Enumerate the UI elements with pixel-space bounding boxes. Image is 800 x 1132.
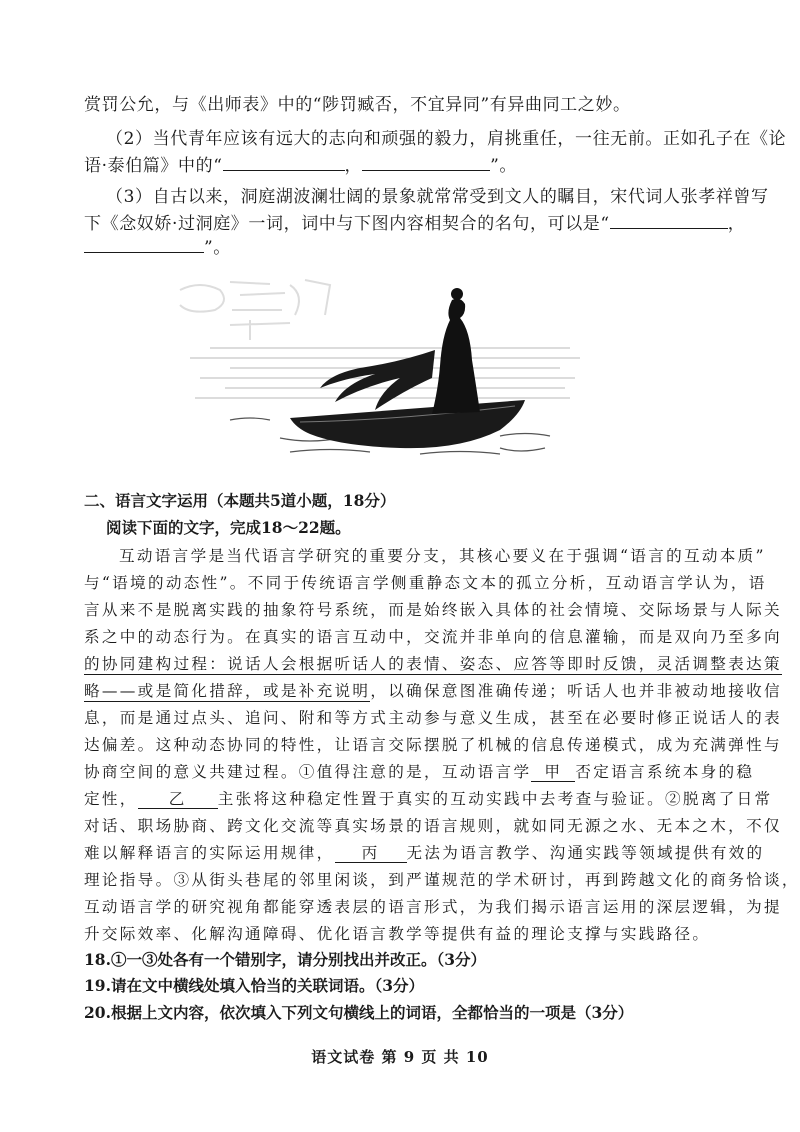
- passage-line-10-end: 主张将这种稳定性置于真实的互动实践中去考查与验证。②脱离了日常: [217, 790, 773, 808]
- question-2-text-start: 语·泰伯篇》中的“: [84, 156, 223, 176]
- section-2-heading: 二、语言文字运用（本题共5道小题，18分）: [84, 491, 396, 510]
- passage-line-12-end: 无法为语言教学、沟通实践等领域提供有效的: [406, 844, 765, 862]
- passage-line-9-end: 否定语言系统本身的稳: [575, 763, 755, 781]
- passage-line-3: 言从来不是脱离实践的抽象符号系统，而是始终嵌入具体的社会情境、交际场景与人际关: [84, 601, 782, 619]
- passage-line-9: [84, 760, 754, 782]
- passage-line-13: 理论指导。③从街头巷尾的邻里闲谈，到严谨规范的学术研讨，再到跨越文化的商务恰谈，: [84, 871, 800, 889]
- blank-jia[interactable]: 甲: [531, 764, 575, 782]
- passage-line-12: [84, 841, 764, 863]
- passage-line-5: [84, 652, 782, 674]
- passage-line-9-start: 协商空间的意义共建过程。①值得注意的是，互动语言学: [84, 763, 532, 781]
- passage-line-12-start: 难以解释语言的实际运用规律，: [84, 844, 335, 862]
- passage-line-10: [84, 787, 772, 809]
- passage-line-6-rest: ，以确保意图准确传递；听话人也并非被动地接收信: [370, 682, 782, 700]
- question-2-comma: ，: [344, 156, 363, 176]
- passage-line-6: [84, 679, 782, 701]
- passage-line-4: 系之中的动态行为。在真实的语言互动中，交流并非单向的信息灌输，而是双向乃至多向: [84, 628, 782, 646]
- passage-line-10-start: 定性，: [84, 790, 138, 808]
- question-18: 18.①一③处各有一个错别字，请分别找出并改正。（3分）: [84, 950, 487, 969]
- passage-line-8: 达偏差。这种动态协同的特性，让语言交际摆脱了机械的信息传递模式，成为充满弹性与: [84, 736, 782, 754]
- question-3-text-start: 下《念奴娇·过洞庭》一词，词中与下图内容相契合的名句，可以是“: [84, 214, 610, 234]
- blank-bing[interactable]: 丙: [335, 845, 407, 863]
- question-2-text-end: ”。: [490, 156, 518, 176]
- section-2-instruction: 阅读下面的文字，完成18～22题。: [106, 518, 351, 537]
- passage-line-7: 息，而是通过点头、追问、附和等方式主动参与意义生成，甚至在必要时修正说话人的表: [84, 709, 782, 727]
- question-2-line-b: [84, 151, 517, 176]
- question-3-line-b: [84, 209, 745, 234]
- page-footer: 语文试卷 第 9 页 共 10: [311, 1048, 489, 1066]
- passage-line-1: 互动语言学是当代语言学研究的重要分支，其核心要义在于强调“语言的互动本质”: [119, 547, 766, 565]
- poem-line-1: 赏罚公允，与《出师表》中的“陟罚臧否，不宜异同”有异曲同工之妙。: [84, 95, 631, 115]
- answer-blank-2a[interactable]: [223, 156, 345, 171]
- question-3-text-end: ”。: [204, 238, 231, 258]
- answer-blank-3a[interactable]: [610, 214, 728, 229]
- answer-blank-2b[interactable]: [362, 156, 490, 171]
- passage-line-14: 互动语言学的研究视角都能穿透表层的语言形式，为我们揭示语言运用的深层逻辑，为提: [84, 898, 782, 916]
- question-3-line-a: （3）自古以来，洞庭湖波澜壮阔的景象就常常受到文人的瞩目，宋代词人张孝祥曾写: [106, 187, 769, 207]
- passage-line-15: 升交际效率、化解沟通障碍、优化语言教学等提供有益的理论支撑与实践路径。: [84, 925, 711, 943]
- passage-line-11: 对话、职场胁商、跨文化交流等真实场景的语言规则，就如同无源之水、无本之木，不仅: [84, 817, 782, 835]
- question-19: 19.请在文中横线处填入恰当的关联词语。（3分）: [84, 976, 425, 995]
- blank-yi[interactable]: 乙: [138, 791, 218, 809]
- underlined-phrase-part-2: 略——或是简化措辞，或是补充说明: [84, 682, 371, 700]
- question-3-line-c: [84, 233, 231, 258]
- question-3-comma: ，: [727, 214, 746, 234]
- underlined-phrase-part-1: 的协同建构过程：说话人会根据听话人的表情、姿态、应答等即时反馈，灵活调整表达策: [84, 655, 782, 673]
- question-2-line-a: （2）当代青年应该有远大的志向和顽强的毅力，肩挑重任，一往无前。正如孔子在《论: [106, 129, 787, 149]
- question-20: 20.根据上文内容，依次填入下列文句横线上的词语，全都恰当的一项是（3分）: [84, 1003, 634, 1022]
- figure-standing-on-boat-icon: [170, 270, 590, 465]
- passage-line-2: 与“语境的动态性”。不同于传统语言学侧重静态文本的孤立分析，互动语言学认为，语: [84, 574, 767, 592]
- answer-blank-3b[interactable]: [84, 238, 204, 253]
